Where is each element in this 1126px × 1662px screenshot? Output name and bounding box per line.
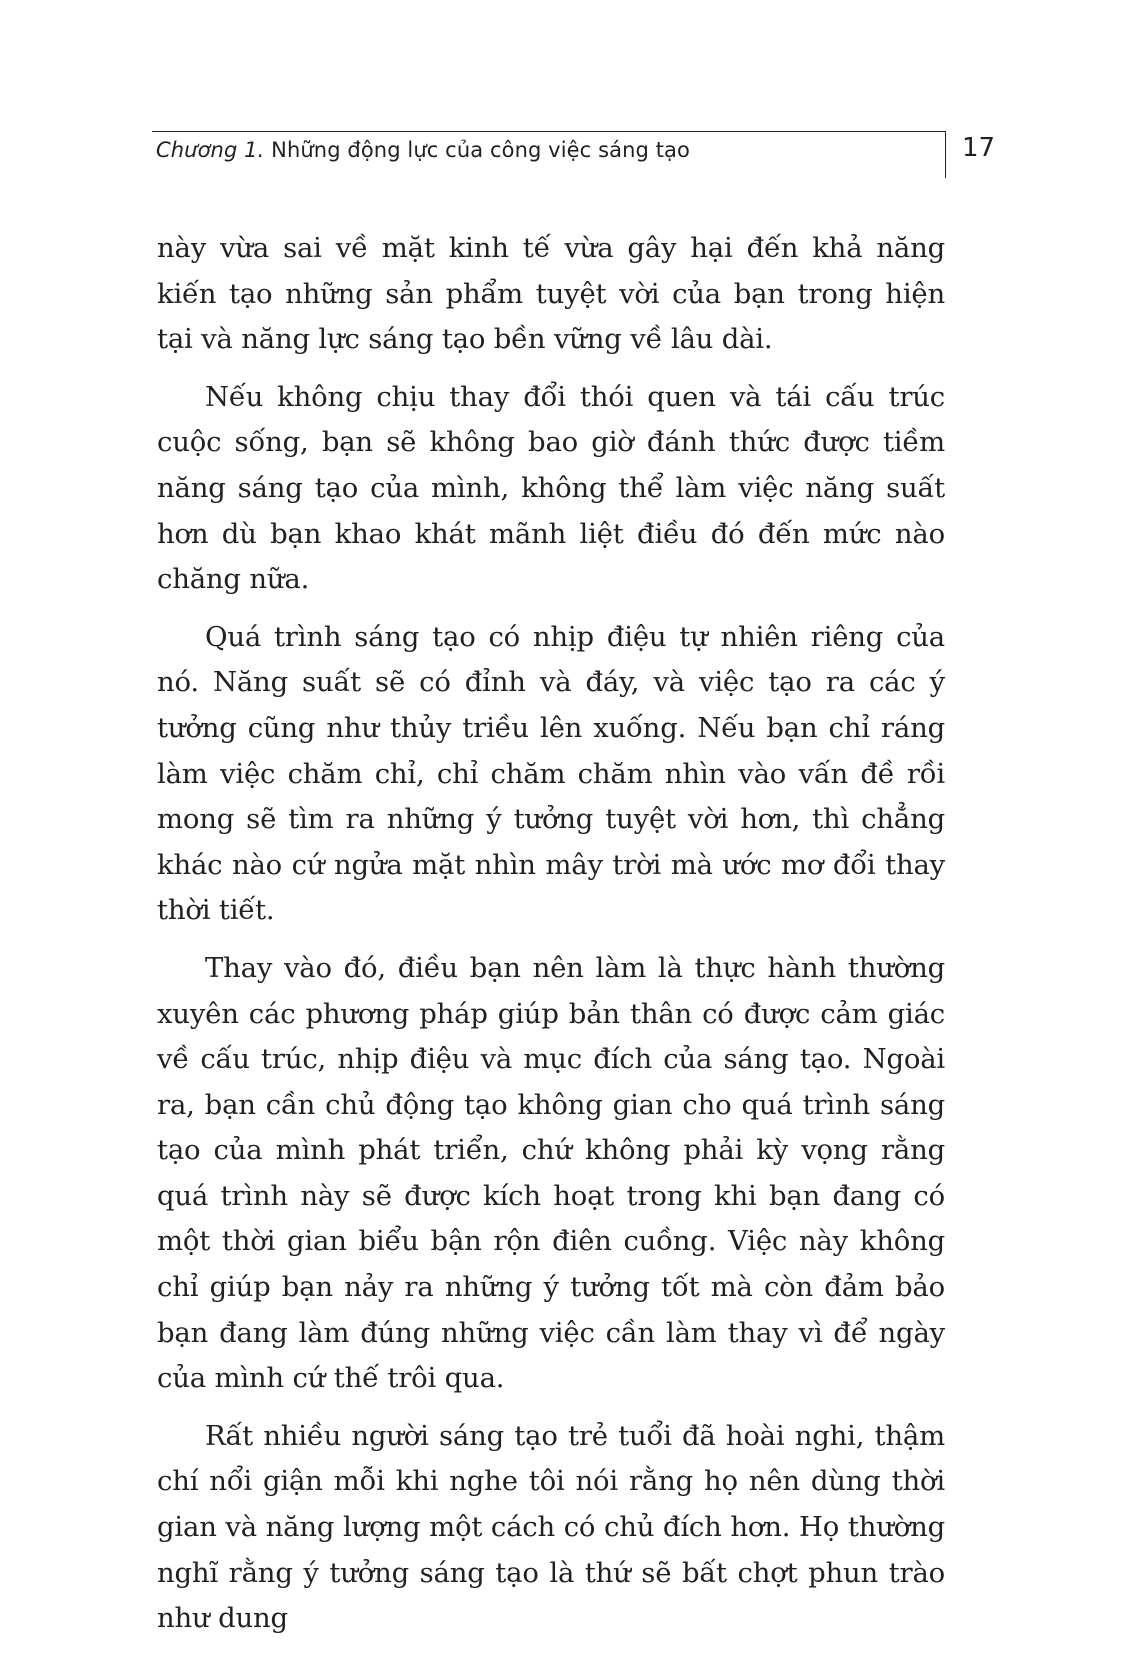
paragraph: Nếu không chịu thay đổi thói quen và tái cấu trúc cuộc sống, bạn sẽ không bao giờ đánh thức được tiềm năng sáng tạo của mình, không thể làm việc năng suất hơn dù bạn khao khát mãnh liệt điều đó đến mức nào chăng nữa. [157, 380, 945, 596]
body-text [157, 226, 945, 1654]
paragraph: này vừa sai về mặt kinh tế vừa gây hại đến khả năng kiến tạo những sản phẩm tuyệt vời của bạn trong hiện tại và năng lực sáng tạo bền vững về lâu dài. [157, 232, 945, 356]
chapter-heading [156, 138, 690, 162]
page-number: 17 [962, 133, 996, 163]
paragraph: Thay vào đó, điều bạn nên làm là thực hành thường xuyên các phương pháp giúp bản thân có được cảm giác về cấu trúc, nhịp điệu và mục đích của sáng tạo. Ngoài ra, bạn cần chủ động tạo không gian cho quá trình sáng tạo của mình phát triển, chứ không phải kỳ vọng rằng quá trình này sẽ được kích hoạt trong khi bạn đang có một thời gian biểu bận rộn điên cuồng. Việc này không chỉ giúp bạn nảy ra những ý tưởng tốt mà còn đảm bảo bạn đang làm đúng những việc cần làm thay vì để ngày của mình cứ thế trôi qua. [157, 951, 945, 1395]
chapter-title: Những động lực của công việc sáng tạo [271, 138, 690, 162]
running-header [0, 0, 1126, 190]
header-divider [945, 131, 946, 178]
paragraph: Rất nhiều người sáng tạo trẻ tuổi đã hoài nghi, thậm chí nổi giận mỗi khi nghe tôi nói rằng họ nên dùng thời gian và năng lượng một cách có chủ đích hơn. Họ thường nghĩ rằng ý tưởng sáng tạo là thứ sẽ bất chợt phun trào như dung [157, 1419, 945, 1635]
chapter-label: Chương 1. [156, 138, 265, 162]
paragraph: Quá trình sáng tạo có nhịp điệu tự nhiên riêng của nó. Năng suất sẽ có đỉnh và đáy, và việc tạo ra các ý tưởng cũng như thủy triều lên xuống. Nếu bạn chỉ ráng làm việc chăm chỉ, chỉ chăm chăm nhìn vào vấn đề rồi mong sẽ tìm ra những ý tưởng tuyệt vời hơn, thì chẳng khác nào cứ ngửa mặt nhìn mây trời mà ước mơ đổi thay thời tiết. [157, 620, 945, 927]
header-rule [152, 131, 945, 132]
